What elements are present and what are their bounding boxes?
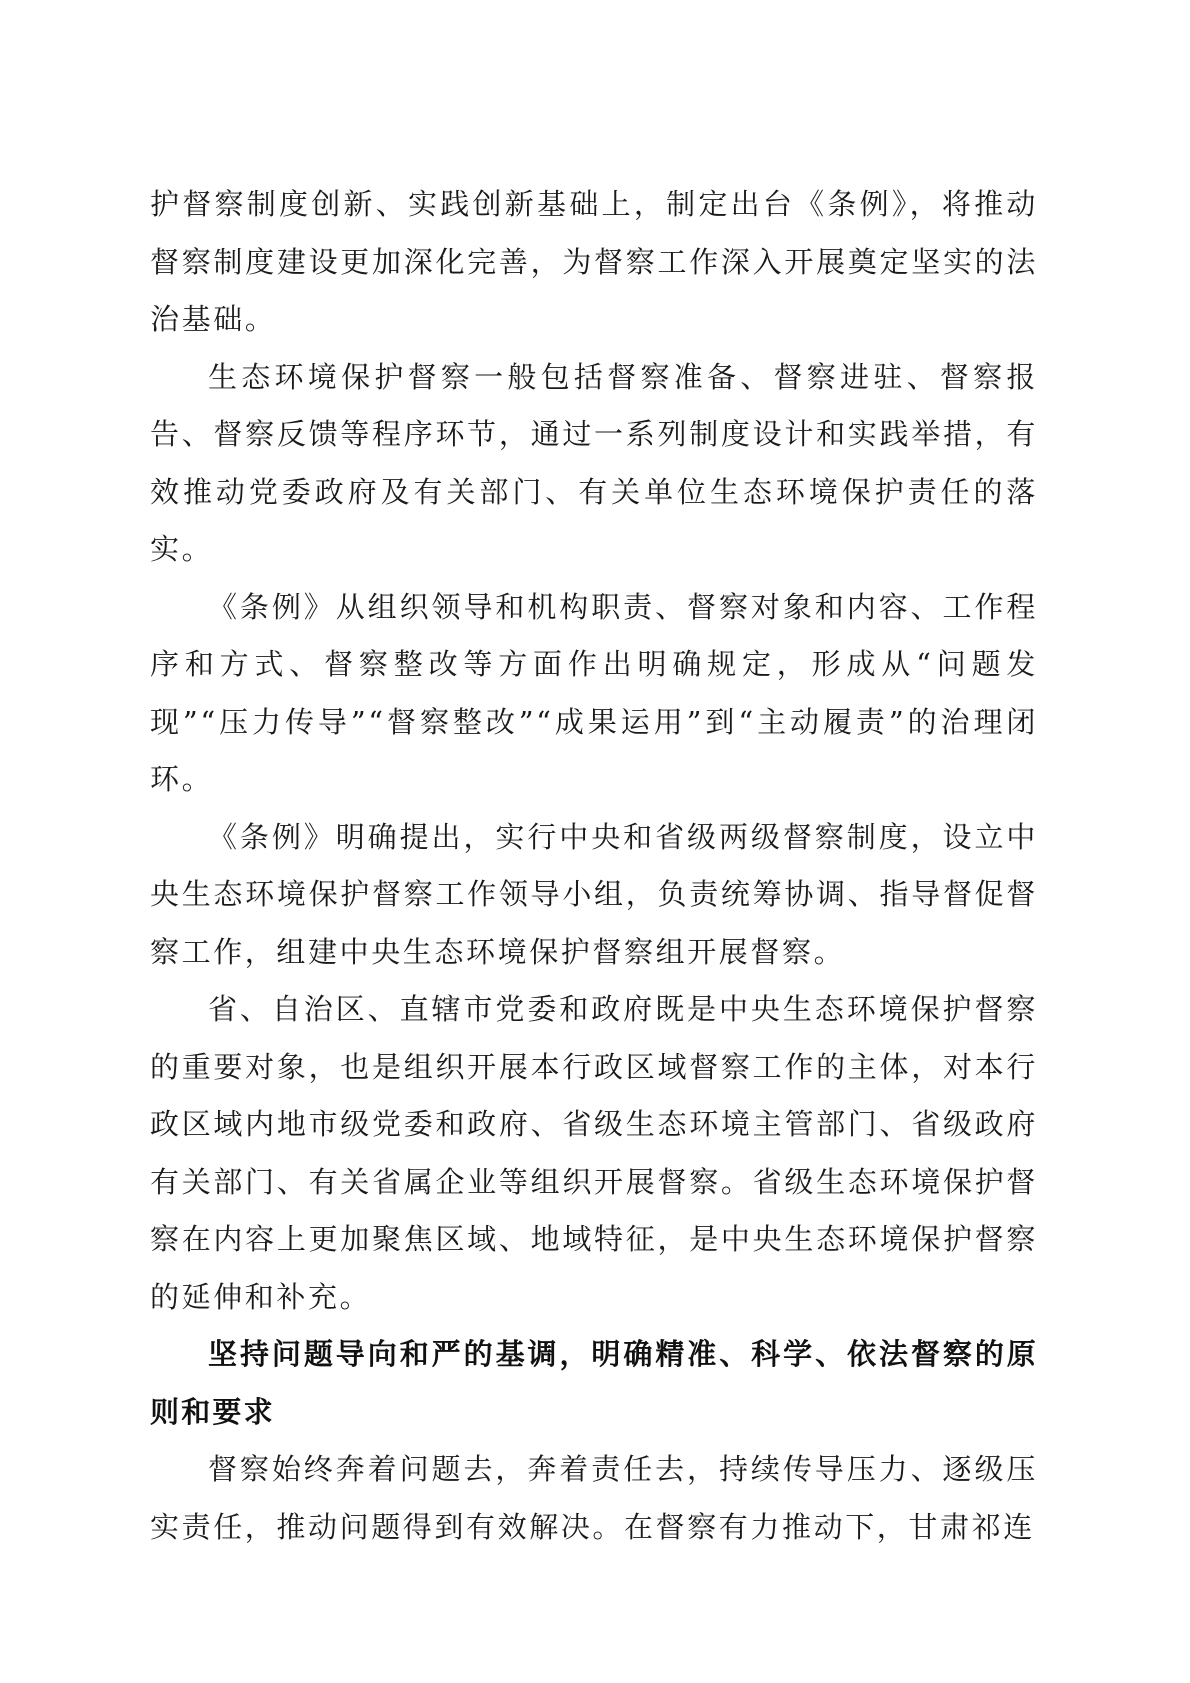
paragraph-problem-oriented: 督察始终奔着问题去，奔着责任去，持续传导压力、逐级压实责任，推动问题得到有效解决。在督察有力推动下，甘肃祁连 bbox=[150, 1452, 1038, 1544]
paragraph-continuation: 护督察制度创新、实践创新基础上，制定出台《条例》，将推动督察制度建设更加深化完善，为督察工作深入开展奠定坚实的法治基础。 bbox=[150, 187, 1038, 336]
document-body bbox=[150, 176, 1038, 1556]
paragraph-inspection-procedure: 生态环境保护督察一般包括督察准备、督察进驻、督察报告、督察反馈等程序环节，通过一系列制度设计和实践举措，有效推动党委政府及有关部门、有关单位生态环境保护责任的落实。 bbox=[150, 359, 1038, 566]
paragraph-provincial-inspection: 省、自治区、直辖市党委和政府既是中央生态环境保护督察的重要对象，也是组织开展本行政区域督察工作的主体，对本行政区域内地市级党委和政府、省级生态环境主管部门、省级政府有关部门、有关省属企业等组织开展督察。省级生态环境保护督察在内容上更加聚焦区域、地域特征，是中央生态环境保护督察的延伸和补充。 bbox=[150, 992, 1038, 1314]
section-heading: 坚持问题导向和严的基调，明确精准、科学、依法督察的原则和要求 bbox=[150, 1337, 1038, 1429]
paragraph-regulation-provisions: 《条例》从组织领导和机构职责、督察对象和内容、工作程序和方式、督察整改等方面作出明确规定，形成从“问题发现”“压力传导”“督察整改”“成果运用”到“主动履责”的治理闭环。 bbox=[150, 589, 1038, 796]
paragraph-two-level-system: 《条例》明确提出，实行中央和省级两级督察制度，设立中央生态环境保护督察工作领导小组，负责统筹协调、指导督促督察工作，组建中央生态环境保护督察组开展督察。 bbox=[150, 819, 1038, 969]
